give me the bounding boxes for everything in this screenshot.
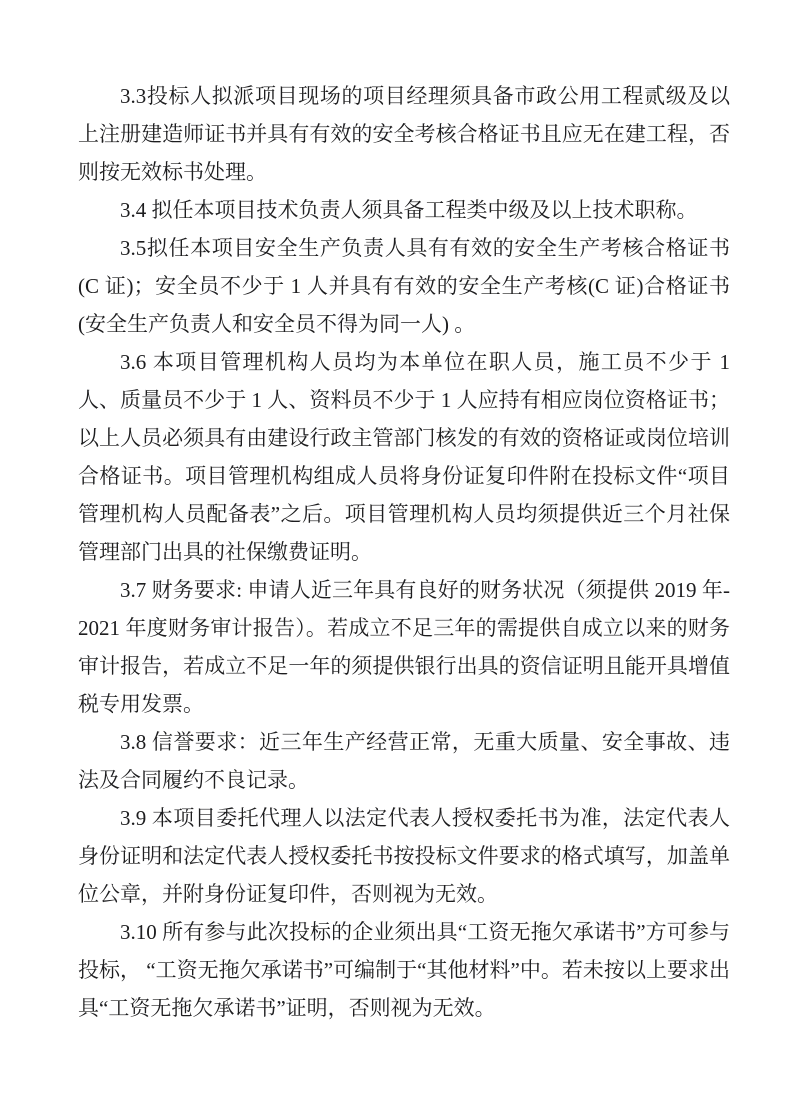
paragraph-3-4: 3.4 拟任本项目技术负责人须具备工程类中级及以上技术职称。 (120, 198, 698, 222)
paragraph-3-10: 3.10 所有参与此次投标的企业须出具“工资无拖欠承诺书”方可参与投标， “工资无拖欠承诺书”可编制于“其他材料”中。若未按以上要求出具“工资无拖欠承诺书”证明，否则视为无效。 (78, 920, 730, 1020)
paragraph-3-9: 3.9 本项目委托代理人以法定代表人授权委托书为准，法定代表人身份证明和法定代表人授权委托书按投标文件要求的格式填写，加盖单位公章，并附身份证复印件，否则视为无效。 (78, 806, 730, 906)
paragraph-3-7: 3.7 财务要求: 申请人近三年具有良好的财务状况（须提供 2019 年-2021 年度财务审计报告）。若成立不足三年的需提供自成立以来的财务审计报告，若成立不足一年的须提供银行出具的资信证明且能开具增值税专用发票。 (78, 578, 730, 716)
paragraph-3-5: 3.5拟任本项目安全生产负责人具有有效的安全生产考核合格证书(C 证)；安全员不少于 1 人并具有有效的安全生产考核(C 证)合格证书(安全生产负责人和安全员不得为同一人) 。 (78, 236, 730, 336)
paragraph-3-8: 3.8 信誉要求：近三年生产经营正常，无重大质量、安全事故、违法及合同履约不良记录。 (78, 730, 730, 792)
paragraph-3-3: 3.3投标人拟派项目现场的项目经理须具备市政公用工程贰级及以上注册建造师证书并具有有效的安全考核合格证书且应无在建工程，否则按无效标书处理。 (78, 84, 730, 184)
paragraph-3-6: 3.6 本项目管理机构人员均为本单位在职人员，施工员不少于 1 人、质量员不少于 1 人、资料员不少于 1 人应持有相应岗位资格证书；以上人员必须具有由建设行政主管部门核发的有效的资格证或岗位培训合格证书。项目管理机构组成人员将身份证复印件附在投标文件“项目管理机构人员配备表”之后。项目管理机构人员均须提供近三个月社保管理部门出具的社保缴费证明。 (78, 350, 730, 564)
